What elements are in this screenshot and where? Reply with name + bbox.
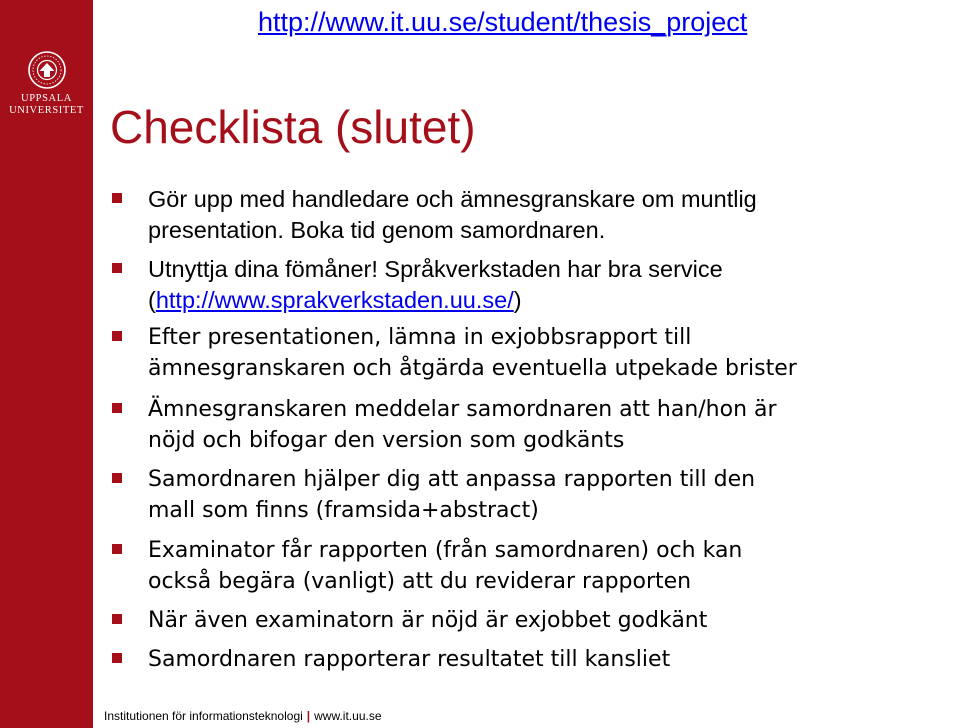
item-line: Examinator får rapporten (från samordnaren) och kan bbox=[148, 538, 743, 563]
item-line: också begära (vanligt) att du reviderar rapporten bbox=[148, 569, 692, 594]
item-line: När även examinatorn är nöjd är exjobbet godkänt bbox=[148, 608, 708, 633]
paren-close: ) bbox=[513, 287, 522, 313]
thesis-project-link[interactable]: http://www.it.uu.se/student/thesis_project bbox=[258, 7, 748, 37]
bullet-icon bbox=[112, 544, 122, 554]
sprakverkstaden-link[interactable]: http://www.sprakverkstaden.uu.se/ bbox=[155, 287, 514, 313]
item-line: Samordnaren rapporterar resultatet till kansliet bbox=[148, 647, 671, 672]
list-item bbox=[148, 605, 948, 636]
list-item bbox=[148, 464, 948, 526]
bullet-icon bbox=[112, 403, 122, 413]
item-line: ämnesgranskaren och åtgärda eventuella utpekade brister bbox=[148, 356, 797, 381]
logo-line-2: UNIVERSITET bbox=[9, 105, 84, 116]
list-item bbox=[148, 535, 948, 597]
list-item bbox=[148, 322, 948, 384]
item-line: Samordnaren hjälper dig att anpassa rapporten till den bbox=[148, 467, 756, 492]
item-line: Gör upp med handledare och ämnesgranskare om muntlig bbox=[148, 186, 757, 212]
item-line: Ämnesgranskaren meddelar samordnaren att han/hon är bbox=[148, 397, 777, 422]
item-line: nöjd och bifogar den version som godkänts bbox=[148, 428, 625, 453]
footer-site: www.it.uu.se bbox=[314, 709, 382, 723]
list-item bbox=[148, 254, 948, 316]
page-title: Checklista (slutet) bbox=[110, 101, 476, 153]
list-item bbox=[148, 394, 948, 456]
bullet-icon bbox=[112, 653, 122, 663]
bullet-icon bbox=[112, 331, 122, 341]
bullet-icon bbox=[112, 473, 122, 483]
item-line: Efter presentationen, lämna in exjobbsrapport till bbox=[148, 325, 692, 350]
list-item bbox=[148, 644, 948, 675]
footer-separator: | bbox=[306, 709, 311, 723]
list-item bbox=[148, 184, 948, 246]
paren-open: ( bbox=[148, 287, 156, 313]
footer-dept: Institutionen för informationsteknologi bbox=[104, 709, 303, 723]
university-logo bbox=[0, 50, 93, 117]
sidebar-band bbox=[0, 0, 93, 728]
item-line: Utnyttja dina fömåner! Språkverkstaden har bra service bbox=[148, 256, 723, 282]
seal-icon bbox=[27, 50, 67, 90]
footer bbox=[104, 709, 382, 723]
item-line-with-link bbox=[148, 285, 948, 316]
bullet-icon bbox=[112, 263, 122, 273]
bullet-icon bbox=[112, 193, 122, 203]
bullet-icon bbox=[112, 614, 122, 624]
item-line: presentation. Boka tid genom samordnaren. bbox=[148, 217, 606, 243]
item-line: mall som finns (framsida+abstract) bbox=[148, 498, 539, 523]
logo-line-1: UPPSALA bbox=[21, 93, 72, 104]
